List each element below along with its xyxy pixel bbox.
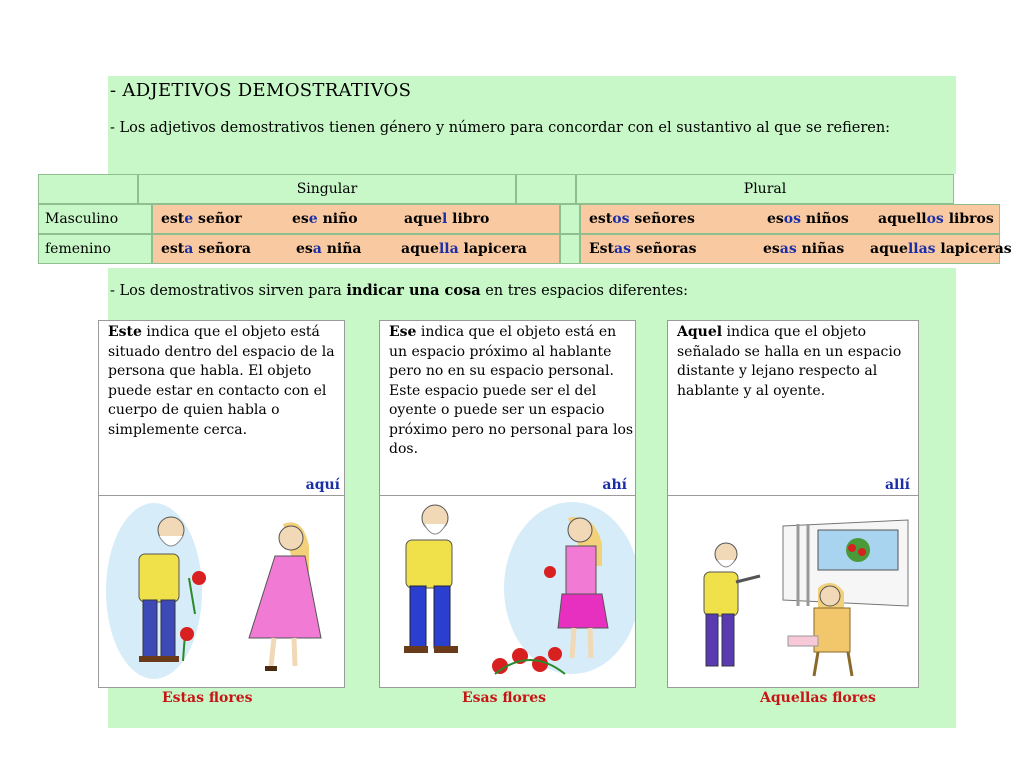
noun: señoras bbox=[630, 241, 697, 257]
demonstrative-phrase bbox=[589, 205, 695, 233]
demonstrative-phrase bbox=[767, 205, 849, 233]
demonstrative-phrase bbox=[401, 235, 527, 263]
panel-word: Este bbox=[108, 324, 142, 340]
panel-description: indica que el objeto está en un espacio próximo al hablante pero no en su espacio personal. Este espacio puede ser el del oyente o puede ser un espacio próximo pero no personal para los dos. bbox=[389, 324, 634, 457]
demonstrative-stem: Est bbox=[589, 241, 615, 257]
demonstrative-ending: os bbox=[926, 211, 944, 227]
demonstrative-stem: est bbox=[161, 241, 185, 257]
demonstrative-ending: l bbox=[441, 211, 448, 227]
demonstrative-stem: aque bbox=[404, 211, 442, 227]
adverb-aqui: aquí bbox=[305, 477, 340, 493]
demonstrative-ending: e bbox=[184, 211, 194, 227]
subtitle-band bbox=[108, 268, 956, 320]
row-label-femenino bbox=[38, 234, 152, 264]
panel-aquel-illustration bbox=[667, 495, 919, 688]
panel-este-illustration bbox=[98, 495, 345, 688]
intro-text: - Los adjetivos demostrativos tienen género y número para concordar con el sustantivo al que se refieren: bbox=[110, 120, 891, 136]
plural-header-label: Plural bbox=[743, 181, 787, 197]
title-band bbox=[108, 76, 956, 120]
table-gap-header bbox=[516, 174, 576, 204]
man-figure bbox=[704, 543, 760, 666]
subtitle-bold: indicar una cosa bbox=[346, 282, 481, 299]
noun: niña bbox=[321, 241, 362, 257]
row-label-text: Masculino bbox=[45, 211, 119, 227]
este-scene-illustration bbox=[99, 496, 344, 687]
plural-masculino bbox=[580, 204, 1000, 234]
aquel-scene-illustration bbox=[668, 496, 918, 687]
adverb-alli: allí bbox=[884, 477, 910, 493]
caption-esas-flores: Esas flores bbox=[462, 690, 547, 706]
demonstrative-phrase bbox=[292, 205, 358, 233]
demonstrative-phrase bbox=[878, 205, 994, 233]
singular-header bbox=[138, 174, 516, 204]
demonstrative-phrase bbox=[161, 235, 251, 263]
demonstrative-stem: es bbox=[763, 241, 780, 257]
noun: señor bbox=[193, 211, 242, 227]
table-gap bbox=[560, 234, 580, 264]
demonstrative-stem: aque bbox=[870, 241, 908, 257]
demonstrative-stem: es bbox=[296, 241, 313, 257]
panel-este-text bbox=[99, 323, 344, 440]
noun: señores bbox=[629, 211, 695, 227]
singular-femenino bbox=[152, 234, 560, 264]
demonstrative-ending: os bbox=[612, 211, 630, 227]
panel-aquel-text-box bbox=[667, 320, 919, 496]
demonstrative-ending: os bbox=[783, 211, 802, 227]
demonstrative-stem: es bbox=[767, 211, 784, 227]
row-label-masculino bbox=[38, 204, 152, 234]
panel-aquel-text bbox=[668, 323, 918, 401]
demonstrative-ending: as bbox=[614, 241, 631, 257]
demonstrative-stem: aque bbox=[401, 241, 439, 257]
caption-estas-flores: Estas flores bbox=[162, 690, 253, 706]
noun: lapicera bbox=[458, 241, 527, 257]
singular-masculino bbox=[152, 204, 560, 234]
intro-band bbox=[108, 118, 956, 174]
noun: niño bbox=[317, 211, 358, 227]
demonstrative-ending: lla bbox=[438, 241, 459, 257]
demonstrative-phrase bbox=[870, 235, 1012, 263]
panel-word: Ese bbox=[389, 324, 417, 340]
man-figure bbox=[404, 505, 458, 653]
noun: libros bbox=[943, 211, 994, 227]
demonstrative-phrase bbox=[589, 235, 697, 263]
plural-header bbox=[576, 174, 954, 204]
noun: niños bbox=[801, 211, 849, 227]
noun: lapiceras bbox=[935, 241, 1012, 257]
ese-scene-illustration bbox=[380, 496, 635, 687]
table-corner bbox=[38, 174, 138, 204]
demonstrative-stem: est bbox=[589, 211, 613, 227]
demonstrative-ending: as bbox=[779, 241, 797, 257]
page-title: - ADJETIVOS DEMOSTRATIVOS bbox=[110, 80, 412, 101]
demonstrative-phrase bbox=[296, 235, 362, 263]
demonstrative-ending: a bbox=[184, 241, 194, 257]
panel-ese-text bbox=[380, 323, 635, 460]
woman-figure bbox=[249, 522, 321, 671]
panel-description: indica que el objeto señalado se halla en un espacio distante y lejano respecto al hablante y al oyente. bbox=[677, 324, 902, 399]
panel-word: Aquel bbox=[677, 324, 723, 340]
demonstrative-stem: aquell bbox=[878, 211, 927, 227]
table-gap bbox=[560, 204, 580, 234]
caption-aquellas-flores: Aquellas flores bbox=[760, 690, 876, 706]
panel-ese-text-box bbox=[379, 320, 636, 496]
demonstrative-ending: llas bbox=[907, 241, 936, 257]
panel-ese-illustration bbox=[379, 495, 636, 688]
panel-este-text-box bbox=[98, 320, 345, 496]
panel-description: indica que el objeto está situado dentro del espacio de la persona que habla. El objeto puede estar en contacto con el cuerpo de quien habla o simplemente cerca. bbox=[108, 324, 335, 438]
subtitle-after: en tres espacios diferentes: bbox=[480, 283, 689, 299]
demonstrative-phrase bbox=[763, 235, 844, 263]
singular-header-label: Singular bbox=[296, 181, 358, 197]
demonstratives-table bbox=[38, 174, 1012, 264]
room-window bbox=[783, 520, 908, 606]
demonstrative-phrase bbox=[161, 205, 242, 233]
subtitle-text bbox=[110, 282, 688, 299]
demonstrative-stem: es bbox=[292, 211, 309, 227]
subtitle-before: - Los demostrativos sirven para bbox=[110, 283, 347, 299]
adverb-ahi: ahí bbox=[602, 477, 627, 493]
noun: señora bbox=[193, 241, 251, 257]
demonstrative-ending: e bbox=[308, 211, 318, 227]
plural-femenino bbox=[580, 234, 1012, 264]
demonstrative-phrase bbox=[404, 205, 489, 233]
row-label-text: femenino bbox=[45, 241, 111, 257]
noun: niñas bbox=[796, 241, 845, 257]
demonstrative-stem: est bbox=[161, 211, 185, 227]
noun: libro bbox=[447, 211, 490, 227]
demonstrative-ending: a bbox=[312, 241, 322, 257]
